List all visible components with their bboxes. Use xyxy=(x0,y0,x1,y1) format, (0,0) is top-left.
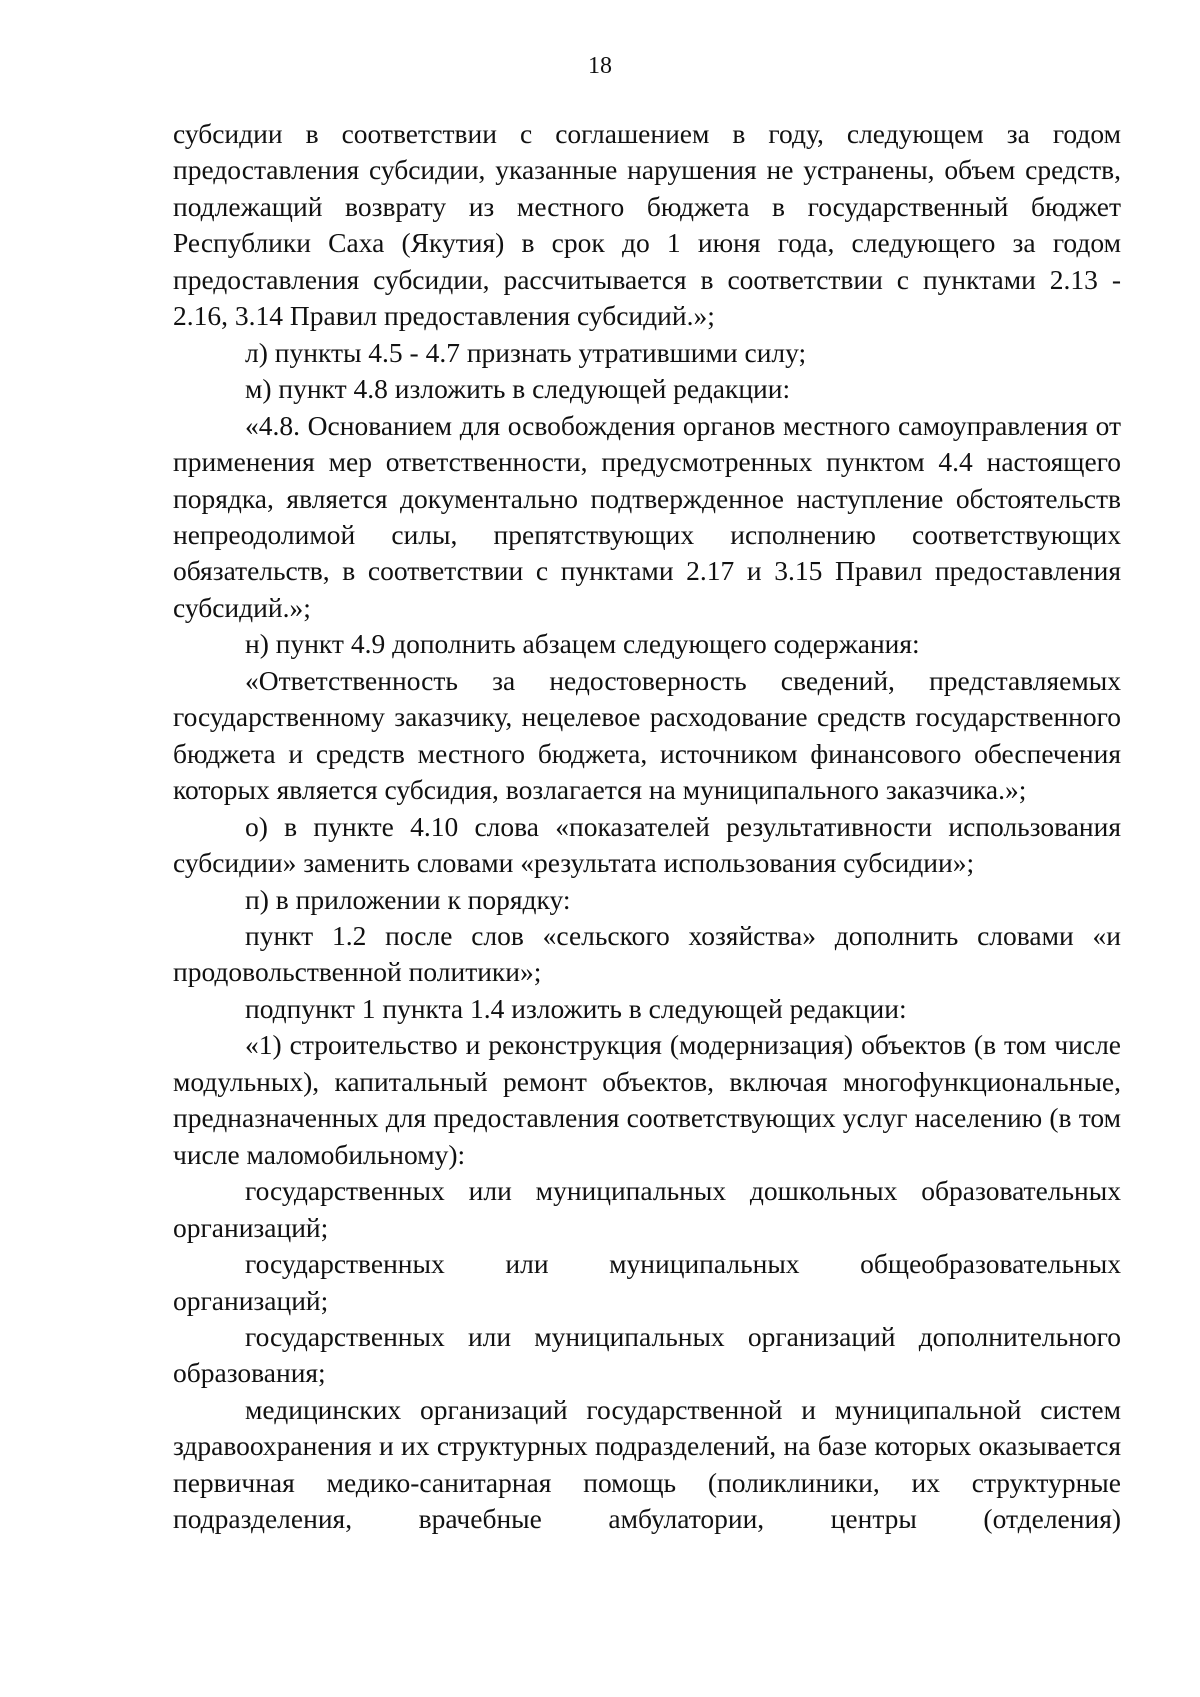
paragraph: п) в приложении к порядку: xyxy=(245,883,571,915)
paragraph: «4.8. Основанием для освобождения органов местного самоуправления от применения мер ответственности, предусмотренных пунктом 4.4 настоящего порядка, является документально подтвержденное наступление обстоятельств непреодолимой силы, препятствующих исполнению соответствующих обязательств, в соответствии с пунктами 2.17 и 3.15 Правил предоставления субсидий.»; xyxy=(173,409,1121,623)
paragraph: о) в пункте 4.10 слова «показателей результативности использования субсидии» заменить словами «результата использования субсидии»; xyxy=(173,810,1121,879)
paragraph: субсидии в соответствии с соглашением в году, следующем за годом предоставления субсидии, указанные нарушения не устранены, объем средств, подлежащий возврату из местного бюджета в государственный бюджет Республики Саха (Якутия) в срок до 1 июня года, следующего за годом предоставления субсидии, рассчитывается в соответствии с пунктами 2.13 - 2.16, 3.14 Правил предоставления субсидий.»; xyxy=(173,118,1121,332)
paragraph: пункт 1.2 после слов «сельского хозяйства» дополнить словами «и продовольственной политики»; xyxy=(173,919,1121,988)
paragraph: «Ответственность за недостоверность сведений, представляемых государственному заказчику, нецелевое расходование средств государственного бюджета и средств местного бюджета, источником финансового обеспечения которых является субсидия, возлагается на муниципального заказчика.»; xyxy=(173,664,1121,806)
paragraph: подпункт 1 пункта 1.4 изложить в следующей редакции: xyxy=(245,992,907,1024)
paragraph: государственных или муниципальных общеобразовательных организаций; xyxy=(173,1248,1121,1316)
paragraph: н) пункт 4.9 дополнить абзацем следующего содержания: xyxy=(245,628,920,660)
paragraph: государственных или муниципальных дошкольных образовательных организаций; xyxy=(173,1175,1121,1243)
document-body xyxy=(173,116,1121,1538)
paragraph: л) пункты 4.5 - 4.7 признать утратившими силу; xyxy=(245,336,807,368)
paragraph: м) пункт 4.8 изложить в следующей редакции: xyxy=(245,373,791,405)
page-number: 18 xyxy=(588,53,612,79)
paragraph: «1) строительство и реконструкция (модернизация) объектов (в том числе модульных), капитальный ремонт объектов, включая многофункциональные, предназначенных для предоставления соответствующих услуг населению (в том числе маломобильному): xyxy=(173,1029,1121,1170)
paragraph: медицинских организаций государственной и муниципальной систем здравоохранения и их структурных подразделений, на базе которых оказывается первичная медико-санитарная помощь (поликлиники, их структурные подразделения, врачебные амбулатории, центры (отделения) xyxy=(173,1393,1121,1535)
paragraph: государственных или муниципальных организаций дополнительного образования; xyxy=(173,1320,1121,1389)
